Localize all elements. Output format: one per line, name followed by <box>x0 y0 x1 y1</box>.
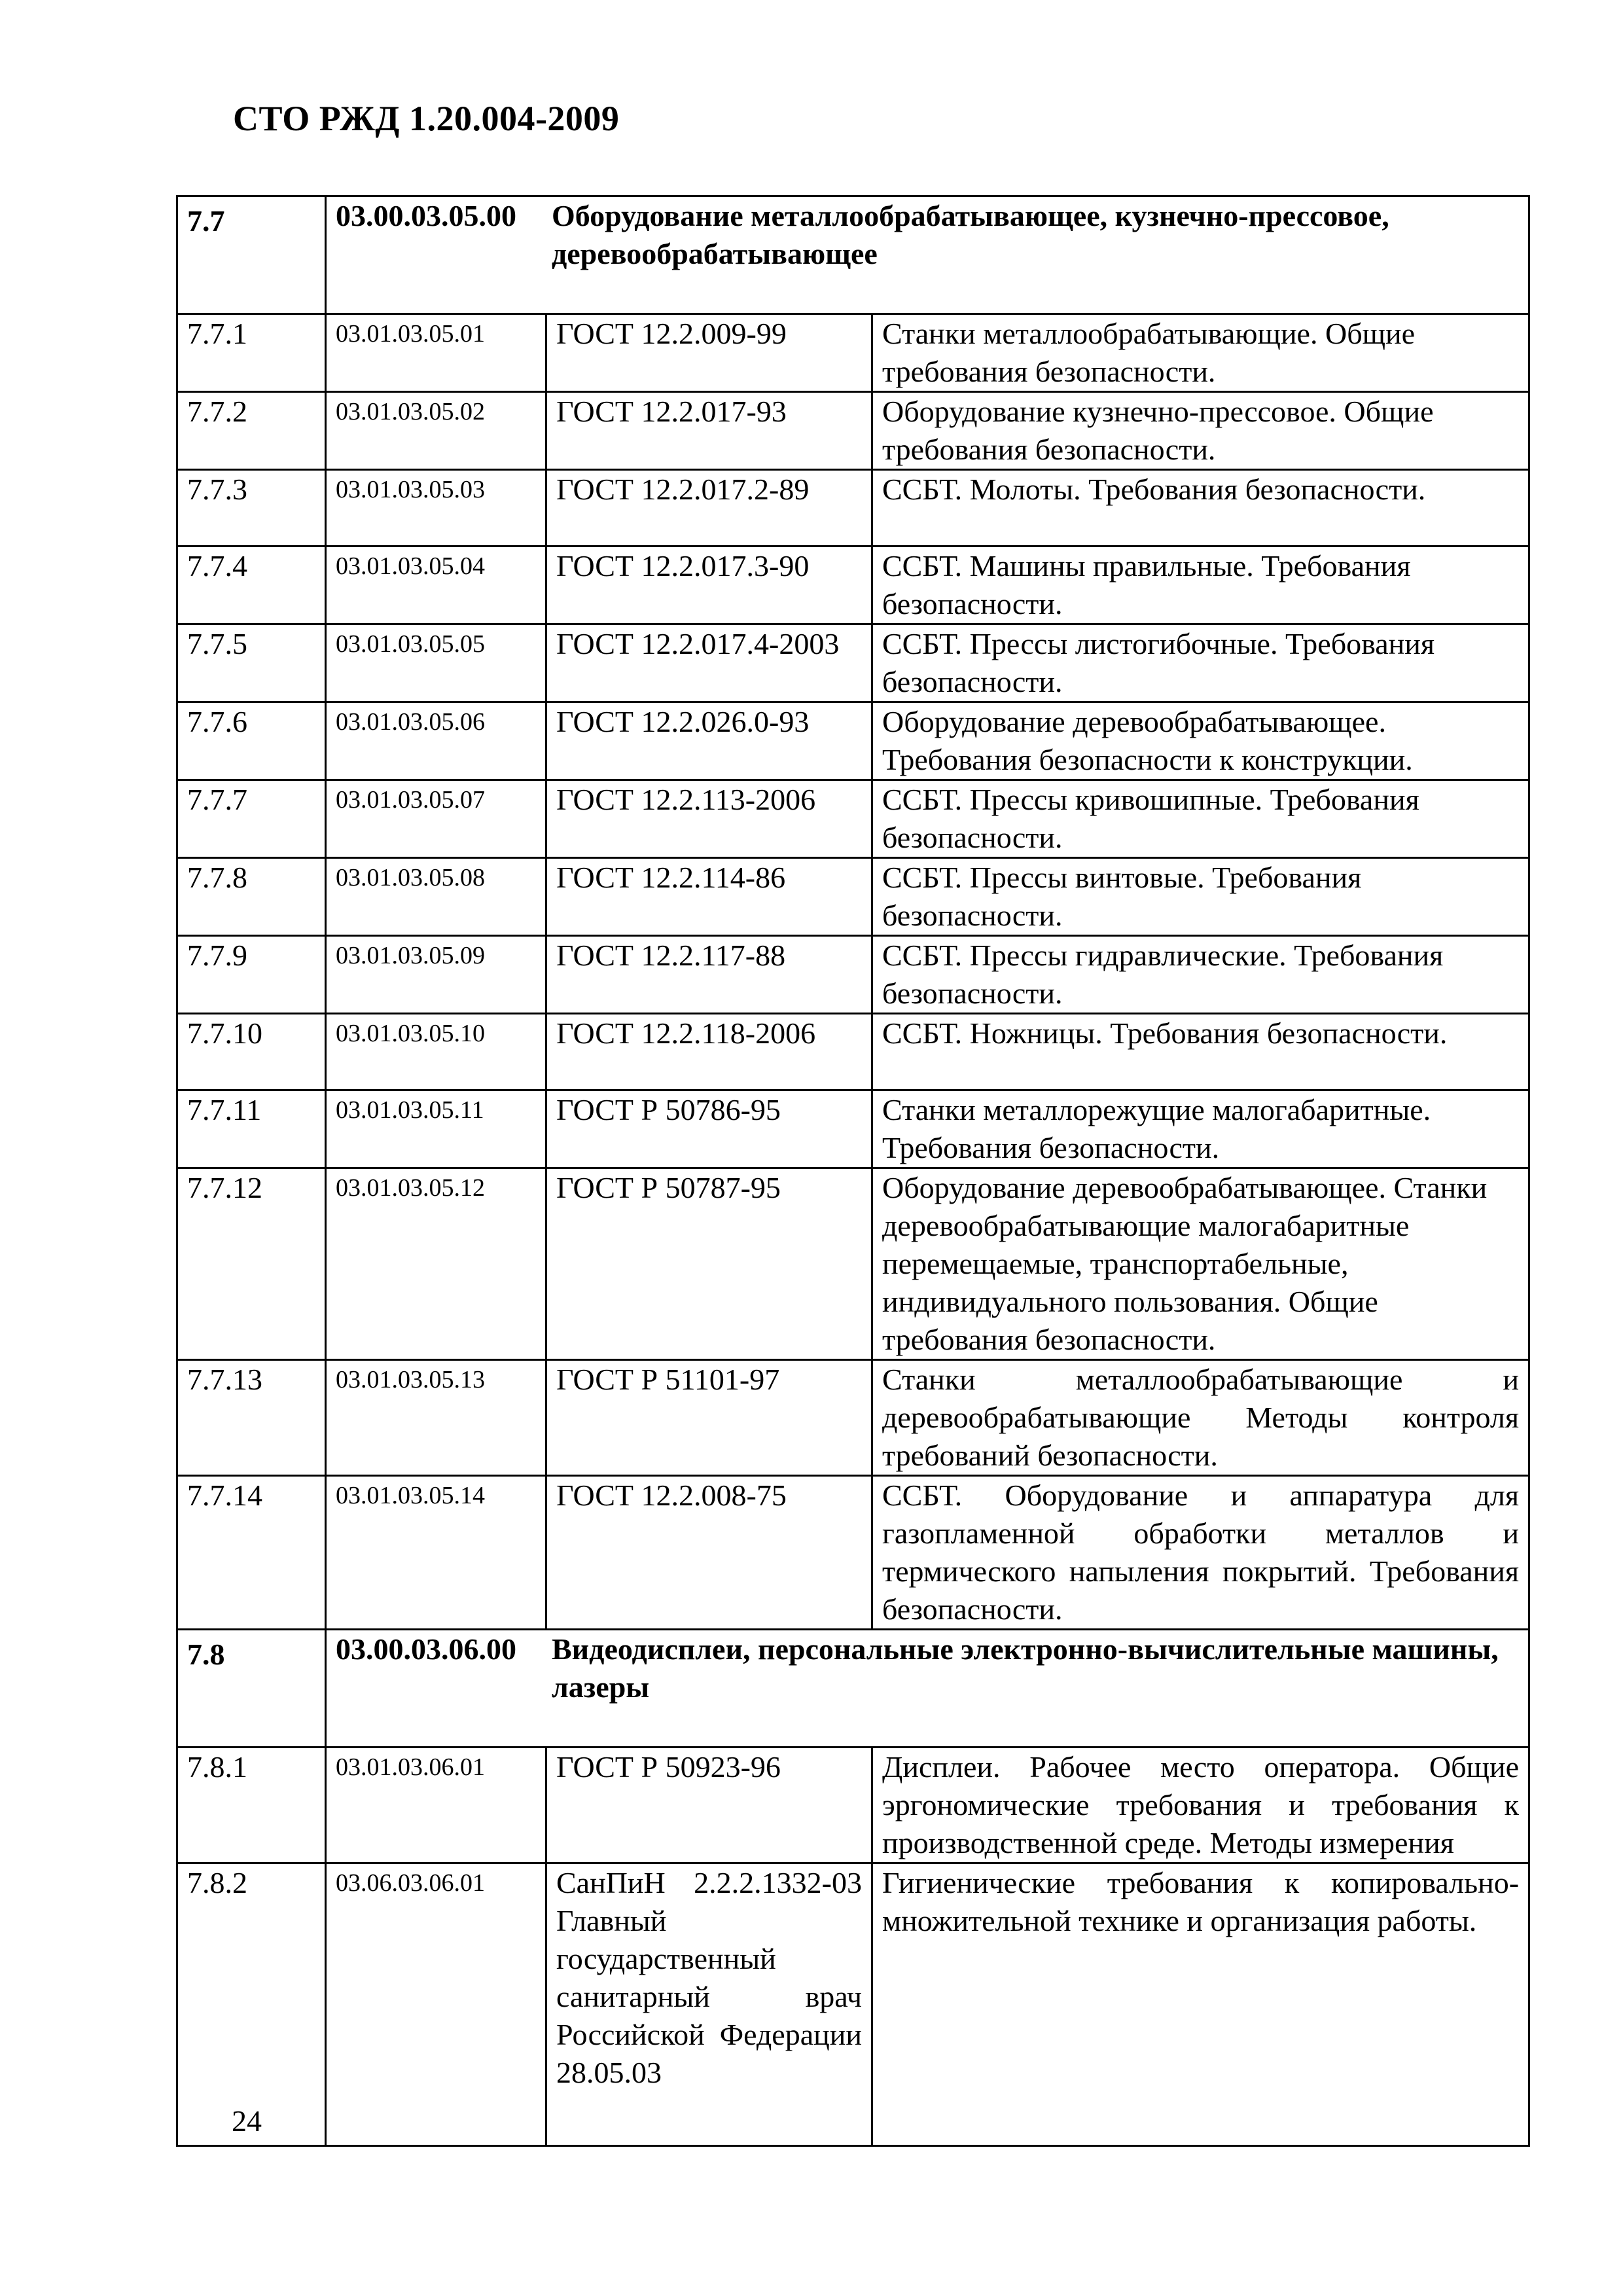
item-description: Оборудование кузнечно-прессовое. Общие требования безопасности. <box>872 392 1529 470</box>
table-row <box>177 1168 1529 1360</box>
item-code: 03.01.03.05.11 <box>326 1090 546 1168</box>
item-standard: ГОСТ 12.2.017-93 <box>546 392 872 470</box>
item-description: Гигиенические требования к копировально-множительной технике и организация работы. <box>872 1863 1529 2146</box>
item-number: 7.7.6 <box>177 702 326 780</box>
section-number: 7.7 <box>177 196 326 314</box>
item-code: 03.01.03.05.08 <box>326 858 546 936</box>
item-description: Дисплеи. Рабочее место оператора. Общие эргономические требования и требования к производственной среде. Методы измерения <box>872 1748 1529 1863</box>
table-row <box>177 936 1529 1014</box>
item-standard: ГОСТ Р 51101-97 <box>546 1360 872 1476</box>
item-description: Станки металлообрабатывающие. Общие требования безопасности. <box>872 314 1529 392</box>
item-number: 7.8.2 <box>177 1863 326 2146</box>
item-description: ССБТ. Оборудование и аппаратура для газопламенной обработки металлов и термического напыления покрытий. Требования безопасности. <box>872 1476 1529 1630</box>
item-standard: ГОСТ 12.2.009-99 <box>546 314 872 392</box>
item-description: Оборудование деревообрабатывающее. Требования безопасности к конструкции. <box>872 702 1529 780</box>
item-number: 7.7.14 <box>177 1476 326 1630</box>
section-heading <box>326 1630 1529 1748</box>
item-code: 03.06.03.06.01 <box>326 1863 546 2146</box>
item-code: 03.01.03.05.10 <box>326 1014 546 1090</box>
item-number: 7.7.2 <box>177 392 326 470</box>
item-code: 03.01.03.05.13 <box>326 1360 546 1476</box>
item-number: 7.7.11 <box>177 1090 326 1168</box>
item-code: 03.01.03.06.01 <box>326 1748 546 1863</box>
item-standard: ГОСТ 12.2.017.4-2003 <box>546 624 872 702</box>
table-row <box>177 1090 1529 1168</box>
section-heading <box>326 196 1529 314</box>
item-number: 7.7.13 <box>177 1360 326 1476</box>
section-code: 03.00.03.05.00 <box>336 199 516 232</box>
table-row <box>177 1476 1529 1630</box>
table-row <box>177 314 1529 392</box>
item-number: 7.7.3 <box>177 470 326 547</box>
item-number: 7.7.9 <box>177 936 326 1014</box>
item-standard: ГОСТ Р 50787-95 <box>546 1168 872 1360</box>
item-number: 7.7.12 <box>177 1168 326 1360</box>
table-row <box>177 547 1529 624</box>
item-description: Станки металлорежущие малогабаритные. Требования безопасности. <box>872 1090 1529 1168</box>
item-code: 03.01.03.05.02 <box>326 392 546 470</box>
item-description: ССБТ. Машины правильные. Требования безопасности. <box>872 547 1529 624</box>
item-number: 7.7.1 <box>177 314 326 392</box>
item-standard: ГОСТ 12.2.118-2006 <box>546 1014 872 1090</box>
item-code: 03.01.03.05.01 <box>326 314 546 392</box>
item-number: 7.7.10 <box>177 1014 326 1090</box>
section-code: 03.00.03.06.00 <box>336 1632 516 1666</box>
item-standard: ГОСТ Р 50786-95 <box>546 1090 872 1168</box>
item-description: ССБТ. Прессы гидравлические. Требования безопасности. <box>872 936 1529 1014</box>
item-standard: ГОСТ 12.2.008-75 <box>546 1476 872 1630</box>
item-description: ССБТ. Ножницы. Требования безопасности. <box>872 1014 1529 1090</box>
section-row <box>177 1630 1529 1748</box>
item-description: Станки металлообрабатывающие и деревообрабатывающие Методы контроля требований безопасности. <box>872 1360 1529 1476</box>
standards-table <box>176 195 1530 2147</box>
item-description: ССБТ. Прессы винтовые. Требования безопасности. <box>872 858 1529 936</box>
item-number: 7.8.1 <box>177 1748 326 1863</box>
item-code: 03.01.03.05.09 <box>326 936 546 1014</box>
table-row <box>177 1748 1529 1863</box>
item-number: 7.7.7 <box>177 780 326 858</box>
item-description: ССБТ. Прессы кривошипные. Требования безопасности. <box>872 780 1529 858</box>
item-standard: ГОСТ 12.2.017.3-90 <box>546 547 872 624</box>
item-number: 7.7.5 <box>177 624 326 702</box>
table-row <box>177 470 1529 547</box>
table-row <box>177 1863 1529 2146</box>
document-code-header: СТО РЖД 1.20.004-2009 <box>233 99 620 138</box>
item-code: 03.01.03.05.12 <box>326 1168 546 1360</box>
item-code: 03.01.03.05.04 <box>326 547 546 624</box>
table-row <box>177 624 1529 702</box>
item-description: ССБТ. Прессы листогибочные. Требования безопасности. <box>872 624 1529 702</box>
page-number: 24 <box>232 2104 262 2138</box>
table-row <box>177 780 1529 858</box>
item-code: 03.01.03.05.03 <box>326 470 546 547</box>
table-row <box>177 858 1529 936</box>
item-description: Оборудование деревообрабатывающее. Станки деревообрабатывающие малогабаритные перемещаемые, транспортабельные, индивидуального пользования. Общие требования безопасности. <box>872 1168 1529 1360</box>
item-number: 7.7.8 <box>177 858 326 936</box>
item-standard: ГОСТ Р 50923-96 <box>546 1748 872 1863</box>
item-code: 03.01.03.05.05 <box>326 624 546 702</box>
table-row <box>177 702 1529 780</box>
item-code: 03.01.03.05.06 <box>326 702 546 780</box>
item-description: ССБТ. Молоты. Требования безопасности. <box>872 470 1529 547</box>
item-standard: ГОСТ 12.2.017.2-89 <box>546 470 872 547</box>
section-number: 7.8 <box>177 1630 326 1748</box>
item-standard: ГОСТ 12.2.026.0-93 <box>546 702 872 780</box>
table-row <box>177 392 1529 470</box>
section-title: Оборудование металлообрабатывающее, кузнечно-прессовое, деревообрабатывающее <box>552 199 1389 270</box>
item-standard: ГОСТ 12.2.113-2006 <box>546 780 872 858</box>
section-row <box>177 196 1529 314</box>
item-standard: ГОСТ 12.2.117-88 <box>546 936 872 1014</box>
section-title: Видеодисплеи, персональные электронно-вычислительные машины, лазеры <box>552 1632 1499 1704</box>
item-code: 03.01.03.05.14 <box>326 1476 546 1630</box>
table-row <box>177 1014 1529 1090</box>
table-row <box>177 1360 1529 1476</box>
item-code: 03.01.03.05.07 <box>326 780 546 858</box>
item-number: 7.7.4 <box>177 547 326 624</box>
item-standard: СанПиН 2.2.2.1332-03 Главный государственный санитарный врач Российской Федерации 28.05.03 <box>546 1863 872 2146</box>
item-standard: ГОСТ 12.2.114-86 <box>546 858 872 936</box>
